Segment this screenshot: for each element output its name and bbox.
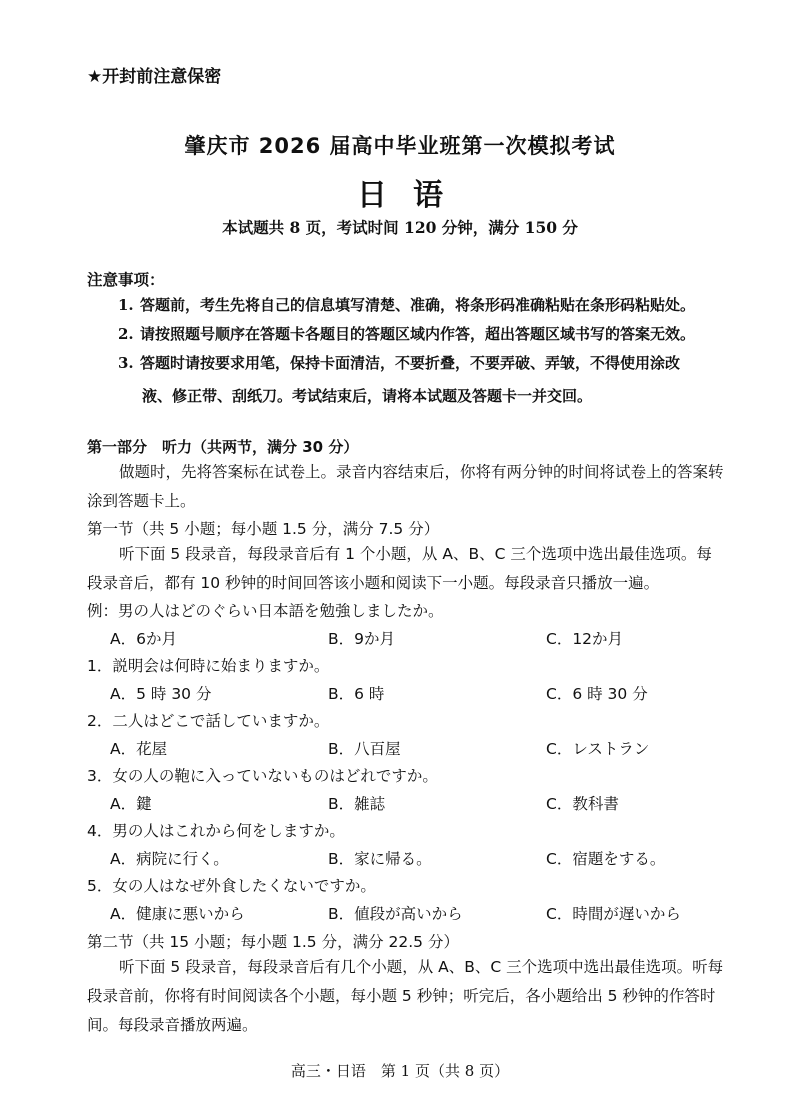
note-text: 答题前，考生先将自己的信息填写清楚、准确，将条形码准确粘贴在条形码粘贴处。 <box>140 296 696 314</box>
note-number: 2. <box>118 325 134 343</box>
question: 2．二人はどこで話していますか。 <box>87 712 330 730</box>
notes-title: 注意事项： <box>87 270 165 289</box>
question: 4．男の人はこれから何をしますか。 <box>87 822 345 840</box>
question-options <box>0 902 800 924</box>
exam-info: 本试题共 8 页，考试时间 120 分钟，满分 150 分 <box>222 218 578 237</box>
question: 1．説明会は何時に始まりますか。 <box>87 657 330 675</box>
question-options <box>0 847 800 869</box>
note-item <box>118 347 728 413</box>
option-c: C．時間が遅いから <box>546 905 681 923</box>
option-b: B．値段が高いから <box>328 905 463 923</box>
option-a: A．花屋 <box>110 740 168 758</box>
part-intro: 做题时，先将答案标在试卷上。录音内容结束后，你将有两分钟的时间将试卷上的答案转涂到答题卡上。 <box>87 463 724 510</box>
option-c: C．宿題をする。 <box>546 850 666 868</box>
part-heading: 第一部分 听力（共两节，满分 30 分） <box>87 438 359 456</box>
question-options <box>0 792 800 814</box>
note-number: 3. <box>118 354 134 372</box>
option-a: A．病院に行く。 <box>110 850 229 868</box>
option-b: B．八百屋 <box>328 740 401 758</box>
option-b: B．9か月 <box>328 630 395 648</box>
section-instructions: 听下面 5 段录音，每段录音后有几个小题，从 A、B、C 三个选项中选出最佳选项。听每段录音前，你将有时间阅读各个小题，每小题 5 秒钟；听完后，各小题给出 5 秒钟的作答时间。每段录音播放两遍。 <box>87 958 724 1034</box>
option-a: A．5 時 30 分 <box>110 685 212 703</box>
exam-title: 肇庆市 2026 届高中毕业班第一次模拟考试 <box>184 134 616 158</box>
option-c: C．12か月 <box>546 630 624 648</box>
option-c: C．レストラン <box>546 740 650 758</box>
option-a: A．健康に悪いから <box>110 905 245 923</box>
note-number: 1. <box>118 296 134 314</box>
option-c: C．教科書 <box>546 795 619 813</box>
note-text: 请按照题号顺序在答题卡各题目的答题区域内作答，超出答题区域书写的答案无效。 <box>140 325 696 343</box>
question: 5．女の人はなぜ外食したくないですか。 <box>87 877 376 895</box>
note-text-continued: 液、修正带、刮纸刀。考试结束后，请将本试题及答题卡一并交回。 <box>142 387 593 405</box>
example-question: 例：男の人はどのぐらい日本語を勉強しましたか。 <box>87 602 444 620</box>
option-c: C．6 時 30 分 <box>546 685 648 703</box>
section-heading: 第一节（共 5 小题；每小题 1.5 分，满分 7.5 分） <box>87 520 440 538</box>
option-a: A．6か月 <box>110 630 177 648</box>
example-options <box>0 627 800 649</box>
option-b: B．6 時 <box>328 685 385 703</box>
subject-title: 日语 <box>357 178 469 213</box>
question-options <box>0 682 800 704</box>
confidential-notice: ★开封前注意保密 <box>87 67 222 87</box>
option-a: A．鍵 <box>110 795 152 813</box>
page-footer: 高三・日语 第 1 页（共 8 页） <box>290 1062 510 1080</box>
option-b: B．家に帰る。 <box>328 850 432 868</box>
question: 3．女の人の鞄に入っていないものはどれですか。 <box>87 767 438 785</box>
section-instructions: 听下面 5 段录音，每段录音后有 1 个小题，从 A、B、C 三个选项中选出最佳选项。每段录音后，都有 10 秒钟的时间回答该小题和阅读下一小题。每段录音只播放一遍。 <box>87 545 712 592</box>
section-heading: 第二节（共 15 小题；每小题 1.5 分，满分 22.5 分） <box>87 933 459 951</box>
note-text: 答题时请按要求用笔，保持卡面清洁，不要折叠，不要弄破、弄皱，不得使用涂改 <box>140 354 681 372</box>
option-b: B．雑誌 <box>328 795 386 813</box>
question-options <box>0 737 800 759</box>
